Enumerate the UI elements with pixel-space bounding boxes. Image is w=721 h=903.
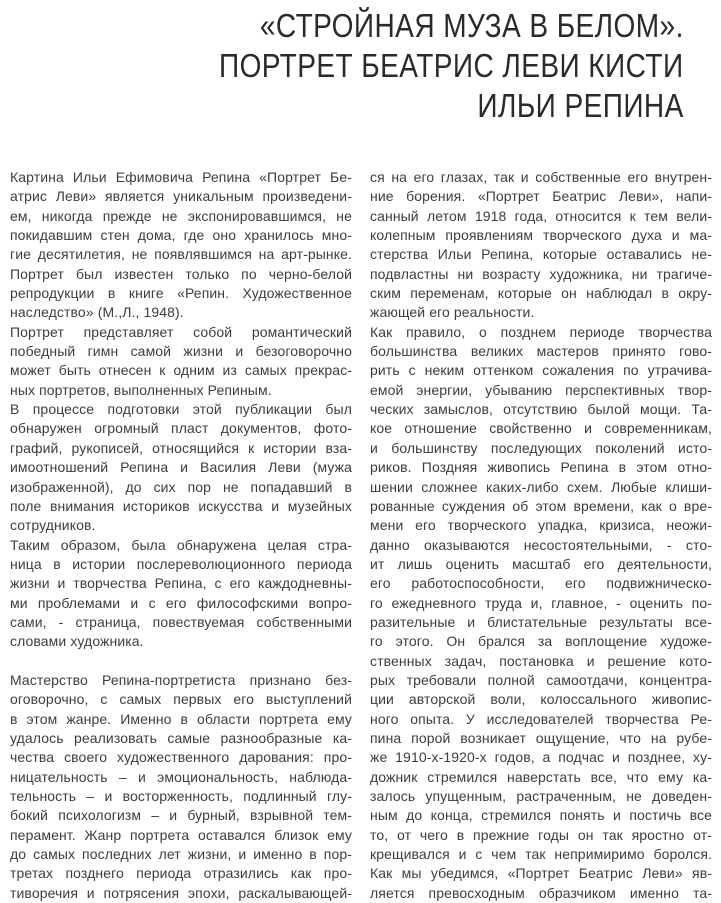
text-line: риков. Поздняя живопись Репина в этом отно- [370,459,712,476]
text-line: ным до конца, стремился понять и постичь все [370,807,712,824]
text-line: ции авторской воли, колоссального живопис- [370,691,712,708]
text-line: Картина Ильи Ефимовича Репина «Портрет Бе- [10,169,352,185]
paragraph [10,323,352,400]
text-line: победный гимн самой жизни и безоговорочно [10,343,352,360]
paragraph [370,323,712,903]
right-column [370,168,712,903]
text-line: Портрет представляет собой романтический [10,323,352,340]
text-line: третах позднего периода отразились как про- [10,865,352,882]
text-line: ного опыта. У исследователей творчества Ре- [370,710,712,727]
text-line: сами, - страница, повествуемая собственными [10,613,352,630]
text-line: покидавшим стен дома, где оно хранилось мно- [10,227,352,244]
text-line: ческих замыслов, отсутствию былой мощи. Та- [370,401,712,418]
text-line: разительные и блистательные результаты все- [370,613,712,630]
text-line: жизни и творчества Репина, с его каждодневны- [10,575,352,592]
text-line: ским переменам, которые он наблюдал в окру- [370,285,712,302]
text-line: дожник стремился наверстать все, что ему ка- [370,768,712,785]
text-line: крещивался и с чем так непримиримо боролся. [370,846,712,863]
text-line: Мастерство Репина-портретиста признано без- [10,671,352,688]
text-line: рых требовали полной самоотдачи, концентра- [370,671,712,688]
text-line: перамент. Жанр портрета оставался близок ему [10,826,352,843]
two-column-body [10,168,712,903]
text-line: большинства великих мастеров принято гово- [370,343,712,360]
text-line: атрис Леви» является уникальным произведени- [10,188,352,205]
paragraph [10,671,352,903]
text-line: и большинству последующих поколений исто- [370,439,712,456]
text-line: сотрудников. [10,517,96,534]
text-line: его работоспособности, его подвижническо- [370,575,712,592]
text-line: изображенной), до сих пор не попадавший в [10,478,352,495]
text-line: может быть отнесен к одним из самых прекрас- [10,362,352,379]
text-line: же 1910-х-1920-х годов, а подчас и позднее, ху- [370,749,712,766]
text-line: чества своего художественного дарования: про- [10,749,352,766]
text-line: тиворечия и потрясения эпохи, раскалывающей- [10,884,352,901]
text-line: рованные суждения об этом времени, как о вре- [370,497,712,514]
paragraph [10,168,352,323]
text-line: Портрет был известен только по черно-белой [10,265,352,282]
text-line: ние борения. «Портрет Беатрис Леви», напи- [370,188,712,205]
text-line: ницательность – и эмоциональность, наблюда- [10,768,352,785]
paragraph [10,400,352,535]
text-line: колепным проявлениям творческого духа и ма- [370,227,712,244]
text-line: жающей его реальности. [370,304,535,321]
text-line: ми проблемами и с его философскими вопро- [10,594,352,611]
text-line: залось упущенным, растраченным, не доведен- [370,788,712,804]
text-line: то, от чего в прежние годы он так яростно от- [370,826,712,843]
text-line: ных портретов, выполненных Репиным. [10,381,272,398]
text-line: пина порой возникает ощущение, что на рубе- [370,729,712,746]
text-line: В процессе подготовки этой публикации был [10,401,352,418]
text-line: ся на его глазах, так и собственные его внутрен- [370,169,712,185]
paragraph [370,168,712,323]
text-line: поле внимания историков искусства и музейных [10,497,352,514]
title-line-2: ПОРТРЕТ БЕАТРИС ЛЕВИ КИСТИ [219,47,684,84]
text-line: кое отношение свойственно и современникам, [370,420,712,437]
text-line: наследство» (М.,Л., 1948). [10,304,184,321]
text-line: рить с неким оттенком сожаления по утрачива- [370,362,712,379]
text-line: бокий психологизм – и бурный, взрывной тем- [10,807,352,824]
text-line: удалось реализовать самые разнообразные ка- [10,729,352,746]
text-line: емой энергии, убыванию перспективных твор- [370,381,712,398]
text-line: го ежедневного труда и, главное, - оценить по- [370,594,712,611]
text-line: стерства Ильи Репина, которые оставались не- [370,246,712,263]
paragraph [10,536,352,652]
text-line: обнаружен огромный пласт документов, фото- [10,420,352,437]
text-line: ляется превосходным образчиком именно та- [370,884,712,901]
text-line: ница в истории послереволюционного периода [10,555,352,572]
text-line: гие десятилетия, не появлявшимся на арт-рынке. [10,246,352,263]
text-line: Как мы убедимся, «Портрет Беатрис Леви» яв- [370,865,712,882]
text-line: Таким образом, была обнаружена целая стра- [10,536,352,553]
title-line-3: ИЛЬИ РЕПИНА [477,87,684,124]
text-line: тельность – и восторженность, подлинный глу- [10,788,352,804]
text-line: репродукции в книге «Репин. Художественное [10,285,352,302]
text-line: го этого. Он брался за воплощение художе- [370,633,712,650]
text-line: ственных задач, постановка и решение кото- [370,652,712,669]
text-line: оговорочно, с самых первых его выступлений [10,691,352,708]
text-line: графий, рукописей, относящийся к истории вза- [10,439,352,456]
text-line: шении сложнее каких-либо схем. Любые клиши- [370,478,712,495]
page-title [10,6,684,126]
text-line: Как правило, о позднем периоде творчества [370,323,712,340]
text-line: ит лишь оценить масштаб его деятельности, [370,555,712,572]
left-column [10,168,352,903]
text-line: имоотношений Репина и Василия Леви (мужа [10,459,352,476]
text-line: санный летом 1918 года, относится к тем вели- [370,207,712,224]
text-line: в этом жанре. Именно в области портрета ему [10,710,352,727]
text-line: мени его творческого упадка, кризиса, неожи- [370,517,712,534]
text-line: до самых последних лет жизни, и именно в пор- [10,846,352,863]
text-line: ем, никогда прежде не экспонировавшимся, не [10,207,352,224]
text-line: данно оказываются несостоятельными, - сто- [370,536,712,553]
text-line: словами художника. [10,633,144,650]
title-line-1: «СТРОЙНАЯ МУЗА В БЕЛОМ». [260,7,684,44]
text-line: подвластны ни возрасту художника, ни трагиче- [370,265,712,282]
